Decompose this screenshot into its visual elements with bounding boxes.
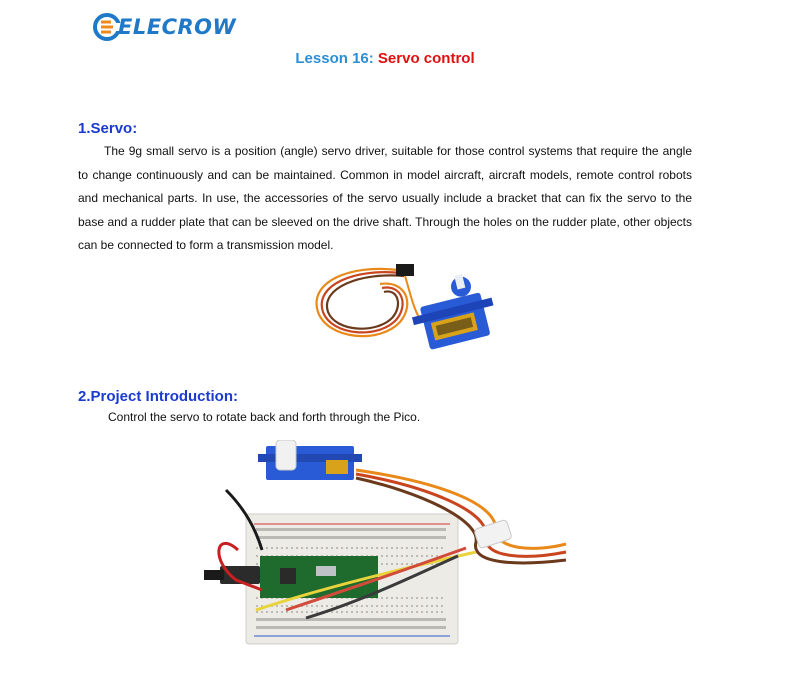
section-heading-servo: 1.Servo:	[78, 120, 138, 137]
lesson-title: Servo control	[377, 50, 475, 67]
servo-connector	[396, 264, 414, 276]
servo-description: The 9g small servo is a position (angle) servo driver, suitable for those control systems that require the angle to change continuously and can be maintained. Common in model aircraft, aircraft models, remote control robots and mechanical parts. In use, the accessories of the servo usually include a bracket that can fix the servo to the base and a rudder plate that can be sleeved on the drive shaft. Through the holes on the rudder plate, other objects can be connected to form a transmission model.	[78, 144, 692, 252]
lesson-number: Lesson 16:	[295, 50, 378, 67]
page-title	[0, 50, 770, 67]
logo-text: ELECROW	[118, 15, 237, 39]
section-heading-project-intro: 2.Project Introduction:	[78, 388, 239, 405]
servo-image	[310, 262, 500, 370]
breadboard-circuit-image	[196, 440, 582, 652]
elecrow-logo	[92, 10, 236, 44]
project-intro-text: Control the servo to rotate back and forth through the Pico.	[108, 410, 421, 424]
circuit-servo	[258, 440, 362, 480]
